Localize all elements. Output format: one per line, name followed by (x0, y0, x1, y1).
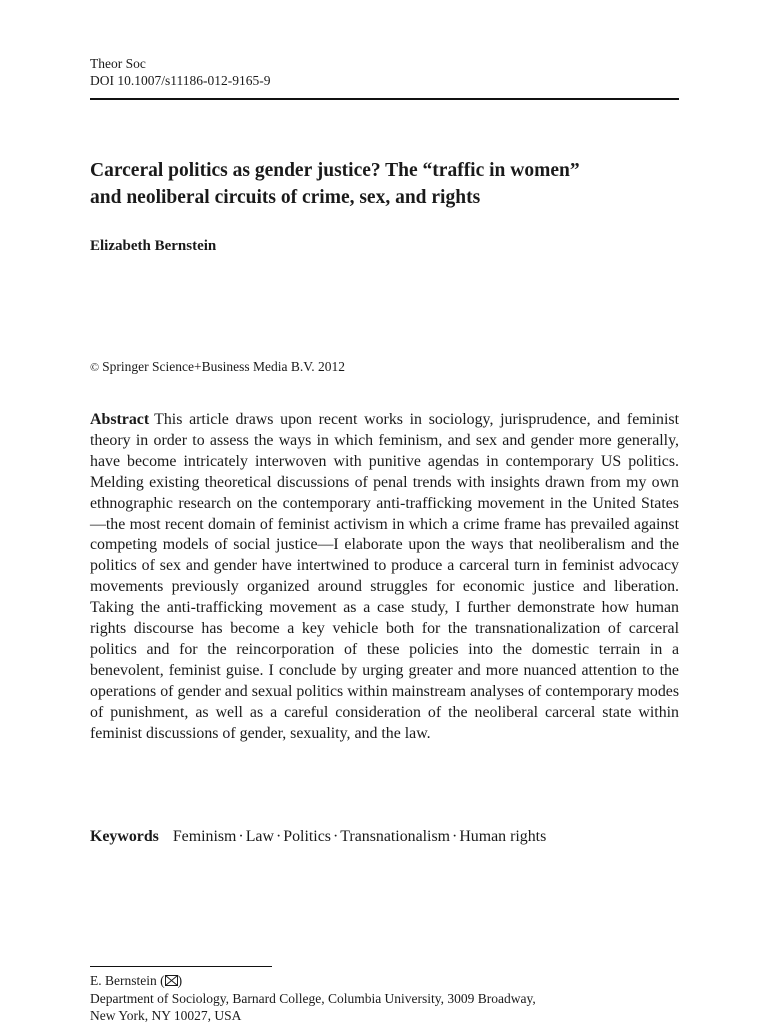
footnote-author-line (90, 972, 536, 990)
footnote-author-close: ) (177, 973, 183, 988)
keywords (90, 828, 546, 846)
copyright-text: Springer Science+Business Media B.V. 2012 (102, 359, 345, 374)
envelope-icon (165, 973, 178, 990)
copyright-symbol: © (90, 360, 100, 374)
abstract-label: Abstract (90, 411, 150, 428)
keyword-separator: · (332, 828, 339, 845)
header-rule (90, 98, 679, 100)
journal-header (90, 55, 270, 89)
keyword: Law (245, 828, 274, 845)
footnote-rule (90, 966, 272, 967)
copyright-line (90, 359, 345, 375)
keywords-label: Keywords (90, 828, 159, 845)
abstract (90, 410, 679, 745)
keyword: Human rights (459, 828, 547, 845)
keyword: Transnationalism (340, 828, 451, 845)
title-line-2: and neoliberal circuits of crime, sex, and rights (90, 187, 481, 208)
keyword-separator: · (452, 828, 458, 845)
keyword-separator: · (238, 828, 244, 845)
journal-name: Theor Soc (90, 56, 146, 71)
keyword: Feminism (172, 828, 237, 845)
author-affiliation-footnote (90, 972, 536, 1024)
footnote-author: E. Bernstein ( (90, 973, 165, 988)
keyword-separator: · (275, 828, 282, 845)
keyword: Politics (283, 828, 331, 845)
title-line-1: Carceral politics as gender justice? The “traffic in women” (90, 160, 580, 181)
author-name: Elizabeth Bernstein (90, 238, 217, 254)
affiliation-line-1: Department of Sociology, Barnard College, Columbia University, 3009 Broadway, (90, 991, 536, 1006)
abstract-text: This article draws upon recent works in sociology, jurisprudence, and feminist theory in order to assess the ways in which feminism, and sex and gender more generally, have become intricately interwoven with punitive agendas in contemporary US politics. Melding existing theoretical discussions of penal trends with insights drawn from my own ethnographic research on the contemporary anti-trafficking movement in the United States—the most recent domain of feminist activism in which a crime frame has prevailed against competing models of social justice—I elaborate upon the ways that neoliberalism and the politics of sex and gender have intertwined to produce a carceral turn in feminist advocacy movements previously organized around struggles for economic justice and liberation. Taking the anti-trafficking movement as a case study, I further demonstrate how human rights discourse has become a key vehicle both for the transnationalization of carceral politics and for the reincorporation of these policies into the domestic terrain in a benevolent, feminist guise. I conclude by urging greater and more nuanced attention to the operations of gender and sexual politics within mainstream analyses of contemporary modes of punishment, as well as a careful consideration of the neoliberal carceral state within feminist discussions of gender, sexuality, and the law. (90, 411, 679, 742)
doi: DOI 10.1007/s11186-012-9165-9 (90, 73, 271, 88)
article-title (90, 157, 690, 211)
affiliation-line-2: New York, NY 10027, USA (90, 1008, 242, 1023)
